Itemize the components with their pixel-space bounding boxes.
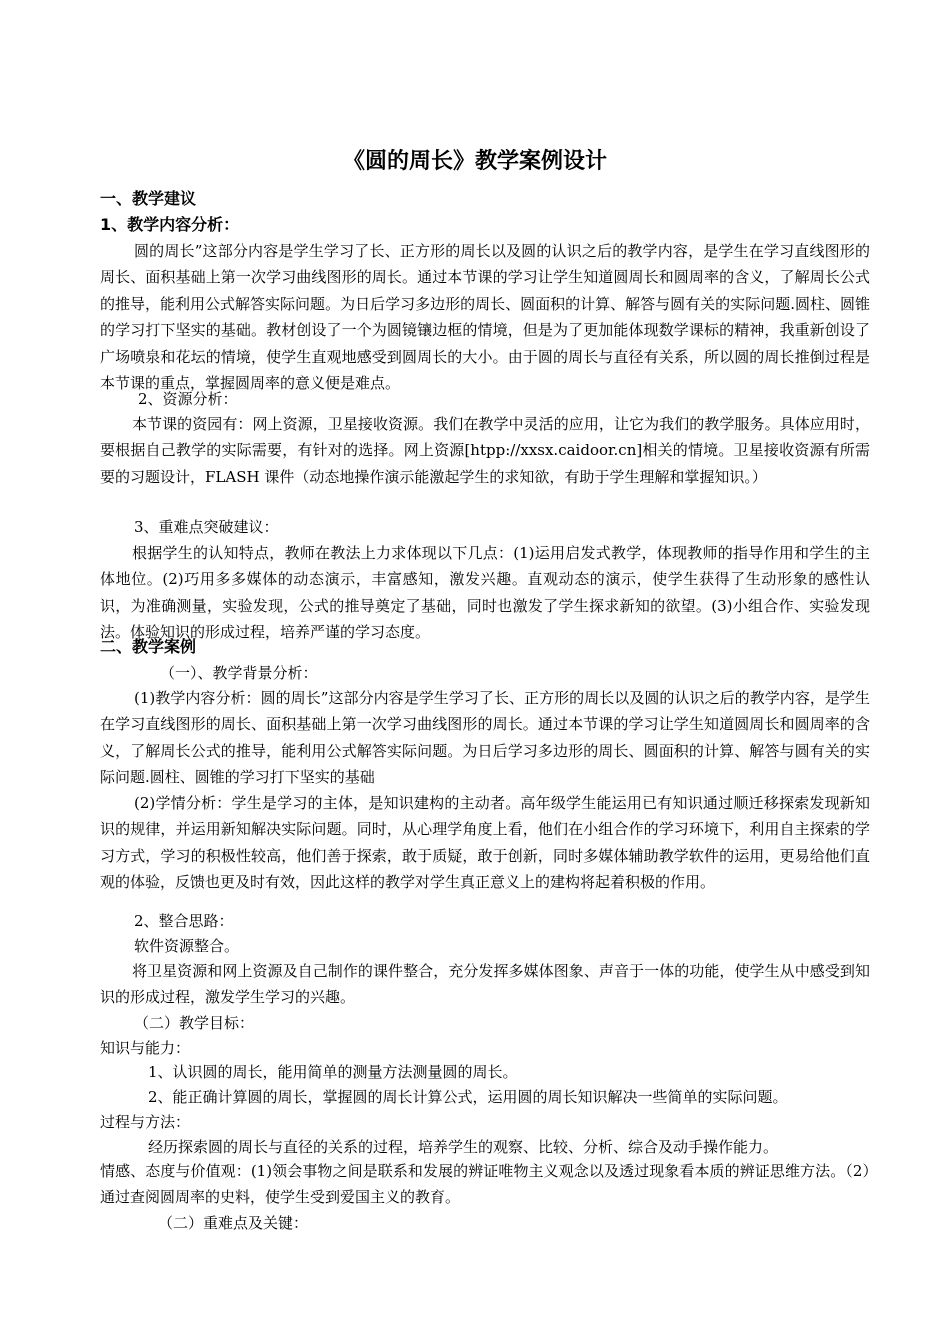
section1-2-paragraph: 本节课的资园有：网上资源，卫星接收资源。我们在教学中灵活的应用，让它为我们的教学服务。具体应用时，要根据自己教学的实际需要，有针对的选择。网上资源[htpp://xxsx.caidoor.cn]相关的情境。卫星接收资源有所需要的习题设计，FLASH 课件（动态地操作演示能激起学生的求知欲，有助于学生理解和掌握知识。） xyxy=(100,415,870,486)
goal-emotion-paragraph: 情感、态度与价值观：(1)领会事物之间是联系和发展的辨证唯物主义观念以及透过现象看本质的辨证思维方法。（2）通过查阅圆周率的史料，使学生受到爱国主义的教育。 xyxy=(100,1162,870,1207)
section1-1-heading: 1、教学内容分析： xyxy=(100,215,240,234)
section2-4-heading: （二）重难点及关键： xyxy=(158,1214,309,1232)
goal-process-item: 经历探索圆的周长与直径的关系的过程，培养学生的观察、比较、分析、综合及动手操作能力。 xyxy=(148,1138,779,1156)
section2-heading: 二、教学案例 xyxy=(100,637,197,656)
document-title: 《圆的周长》教学案例设计 xyxy=(342,148,607,174)
section2-1-paragraph-2: (2)学情分析：学生是学习的主体，是知识建构的主动者。高年级学生能运用已有知识通过顺迁移探索发现新知识的规律，并运用新知解决实际问题。同时，从心理学角度上看，他们在小组合作的学习环境下，利用自主探索的学习方式，学习的积极性较高，他们善于探索，敢于质疑，敢于创新，同时多媒体辅助教学软件的运用，更易给他们直观的体验，反馈也更及时有效，因此这样的教学对学生真正意义上的建构将起着积极的作用。 xyxy=(100,794,870,892)
section1-1-paragraph: 圆的周长”这部分内容是学生学习了长、正方形的周长以及圆的认识之后的教学内容，是学生在学习直线图形的周长、面积基础上第一次学习曲线图形的周长。通过本节课的学习让学生知道圆周长和圆周率的含义，了解周长公式的推导，能利用公式解答实际问题。为日后学习多边形的周长、圆面积的计算、解答与圆有关的实际问题.圆柱、圆锥的学习打下坚实的基础。教材创设了一个为圆镜镶边框的情境，但是为了更加能体现数学课标的精神，我重新创设了广场喷泉和花坛的情境，使学生直观地感受到圆周长的大小。由于圆的周长与直径有关系，所以圆的周长推倒过程是本节课的重点，掌握圆周率的意义便是难点。 xyxy=(100,242,870,393)
section1-3-heading: 3、重难点突破建议： xyxy=(134,518,279,536)
section2-1-paragraph-1: (1)教学内容分析：圆的周长”这部分内容是学生学习了长、正方形的周长以及圆的认识之后的教学内容，是学生在学习直线图形的周长、面积基础上第一次学习曲线图形的周长。通过本节课的学习让学生知道圆周长和圆周率的含义，了解周长公式的推导，能利用公式解答实际问题。为日后学习多边形的周长、圆面积的计算、解答与圆有关的实际问题.圆柱、圆锥的学习打下坚实的基础 xyxy=(100,689,870,787)
section2-1-heading: （一）、教学背景分析： xyxy=(160,664,318,682)
section1-heading: 一、教学建议 xyxy=(100,189,197,208)
goal-knowledge-item-1: 1、认识圆的周长，能用简单的测量方法测量圆的周长。 xyxy=(148,1063,518,1081)
section2-2-heading: 2、整合思路： xyxy=(134,912,234,930)
section2-2-paragraph: 将卫星资源和网上资源及自己制作的课件整合，充分发挥多媒体图象、声音于一体的功能，使学生从中感受到知识的形成过程，激发学生学习的兴趣。 xyxy=(100,962,870,1007)
section2-3-heading: （二）教学目标： xyxy=(134,1014,255,1032)
section2-2-line: 软件资源整合。 xyxy=(134,937,240,955)
goal-knowledge-item-2: 2、能正确计算圆的周长，掌握圆的周长计算公式，运用圆的周长知识解决一些简单的实际问题。 xyxy=(148,1088,788,1106)
section1-3-paragraph: 根据学生的认知特点，教师在教法上力求体现以下几点：(1)运用启发式教学，体现教师的指导作用和学生的主体地位。(2)巧用多多媒体的动态演示，丰富感知，激发兴趣。直观动态的演示，使学生获得了生动形象的感性认识，为准确测量，实验发现，公式的推导奠定了基础，同时也激发了学生探求新知的欲望。(3)小组合作、实验发现法。体验知识的形成过程，培养严谨的学习态度。 xyxy=(100,544,870,642)
section1-2-heading: 2、资源分析： xyxy=(138,390,238,408)
goal-process-label: 过程与方法： xyxy=(100,1113,191,1131)
goal-knowledge-label: 知识与能力： xyxy=(100,1039,191,1057)
